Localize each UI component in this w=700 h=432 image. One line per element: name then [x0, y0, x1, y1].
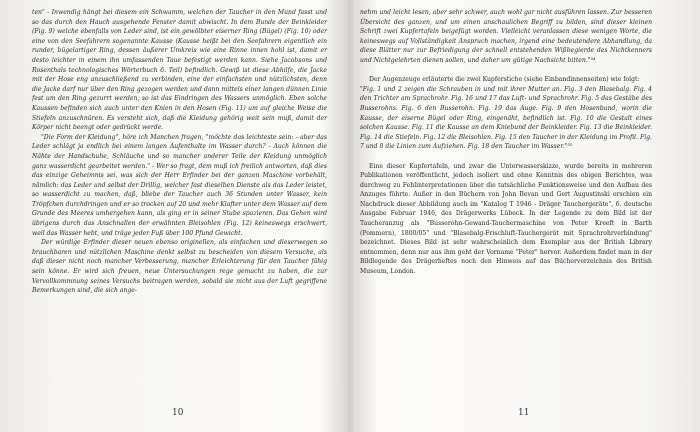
right-paragraph-1: nehm und leicht lesen, aber sehr schwer, auch wohl gar nicht ausführen lassen. Zur besseren Übersicht des ganzen, und um einen anschaulichen Begriff zu bilden, sind dieser kleinen Schrift zwei Kupfertafeln beigefügt worden. Vielleicht veranlassen diese wenigen Worte, die keineswegs auf Vollständigkeit Anspruch machen, irgend eine bedeutendere Abhandlung, da diese Blätter nur zur Befriedigung der schnell entstehenden Wißbegierde des Nichtkenners und Nichtgelehrten dienen sollen, und daher um gütige Nachsicht bitten."³⁴: [360, 9, 652, 64]
right-page-text: [360, 8, 652, 277]
right-paragraph-2: Der Augenzeuge erläuterte die zwei Kupferstiche (siehe Einbandinnenseiten) wie folgt:: [369, 76, 640, 84]
right-paragraph-4: Eine dieser Kupfertafeln, und zwar die Unterwasserskizze, wurde bereits in mehreren Publikationen veröffentlicht, jedoch isoliert und ohne Kenntnis des obigen Berichtes, was durchweg zu Fehlinterpretationen über die tatsächliche Funktionsweise und den Aufbau des Anzuges führte. Außer in den Büchern von John Bevan und Gert Augustinski erschien ein Nachdruck dieser Abbildung auch im "Katalog T 1946 - Dräger Tauchergeräte", 6. deutsche Ausgabe Februar 1946, des Drägerwerks Lübeck. In der Legende zu dem Bild ist der Taucheranzug als "Busserohn-Gewand-Tauchermaschine von Peter Kreeft in Barth (Pommern), 1800/05" und "Blasebalg-Frischluft-Tauchergerät mit Sprachrohrverbindung" bezeichnet. Dieses Bild ist sehr wahrscheinlich dem Exemplar aus der British Library entnommen, denn nur aus ihm geht der Vorname "Peter" hervor. Außerdem findet man in der Bildlegende des Drägerheftes noch den Hinweis auf das Bücherverzeichnis des British Museum, London.: [360, 162, 652, 276]
left-paragraph-3: Der würdige Erfinder dieser neuen ebenso originellen, als einfachen und dieserwegen so brauchbaren und nützlichen Maschine denkt selbst zu bescheiden von diesem Versuche, als daß dieser nicht noch mancher Verbesserung, mancher Erleichterung für den Taucher fähig sein könne. Er wird sich freuen, neue Untersuchungen rege gemacht zu haben, die zur Vervollkommnung seines Versuchs beitragen werden, sobald sie nicht aus der Luft gegriffene Bemerkungen sind, die sich ange-: [32, 239, 327, 295]
left-page-text: [32, 8, 327, 296]
right-paragraph-3: "Fig. 1 und 2 zeigen die Schrauben in und mit ihrer Mutter an. Fig. 3 den Blasebalg. Fig. 4 den Trichter am Sprachrohr. Fig. 16 und 17 das Luft- und Sprachrohr. Fig. 5 das Gestäbe des Busserohns. Fig. 6 den Busserohn. Fig. 19 das Auge. Fig. 9 den Hosenbund, worin die Kausse, der eiserne Bügel oder Ring, eingenäht, befindlich ist. Fig. 10 die Gestalt eines solchen Kausse. Fig. 11 die Kausse an dem Kniebund der Beinkleider. Fig. 13 die Beinkleider. Fig. 14 die Stiefeln. Fig. 12 die Bleisohlen. Fig. 15 den Taucher in der Kleidung im Profil. Fig. 7 und 8 die Linien zum Aufziehen. Fig. 18 den Taucher im Wasser."³⁵: [360, 85, 652, 151]
left-paragraph-1: ten" - Inwendig hängt bei diesem ein Schwamm, welchen der Taucher in den Mund fasst und so das durch den Hauch ausgehende Fenster damit abwischt. In dem Bunde der Beinkleider (Fig. 9) welche ebenfalls von Leder sind, ist ein gewölbter eiserner Ring (Bügel) (Fig. 10) oder eine von den Seefahrern sogenannte Kausse (Kausse heißt bei den Seefahrern eigentlich ein runder, bügelartiger Ring, dessen äußerer Umkreis wie eine Rinne innen hohl ist, damit er desto leichter in einem ihn umfassenden Taue befestigt werden kann. Siehe Jacobsons und Rosenthals technologisches Wörterbuch 6. Teil) befindlich. Gewiß ist diese Abhilfe, die Jacke mit der Hose eng anzuschließend zu verbinden, eine der einfachsten und nützlichsten, denn die Jacke darf nur über den Ring gezogen werden und dann mittels einer langen dünnen Linie fest um den Ring gezurrt werden, so ist das Eindringen des Wassers unmöglich. Eben solche Kaussen befinden sich auch unter den Knien in den Hosen (Fig. 11) um auf gleiche Weise die Stiefeln anzuschnüren. Es versteht sich, daß die Kleidung gehörig weit sein muß, damit der Körper nicht beengt oder gedrückt werde.: [32, 9, 327, 132]
left-paragraph-2: "Die Form der Kleidung", höre ich Manchen fragen, "möchte das leichteste sein: - aber das Leder schlägt ja endlich bei einem langen Aufenthalte im Wasser durch? - Auch können die Nähte der Handschuhe, Schläuche und so mancher anderer Teile der Kleidung unmöglich ganz wasserdicht gearbeitet werden." - Wer so fragt, dem muß ich freilich antworten, daß dies das einzige Geheimnis sei, was sich der Herr Erfinder bei der ganzen Maschine vorbehält, nämlich: das Leder und selbst der Drillig, welcher fast dieselben Dienste als das Leder leistet, so wasserdicht zu machen, daß, bliebe der Taucher auch 36 Stunden unter Wasser, kein Tröpfchen durchdringen und er so trocken auf 20 und mehr Klafter unter dem Wasser auf dem Grunde des Meeres umhergehen kann, als ging er in seiner Stube spazieren. Das Gehen wird übrigens durch das Anschnallen der erwähnten Bleisohlen (Fig. 12) keineswegs erschwert, weil das Wasser hebt, und träge jeder Fuß über 100 Pfund Gewicht.: [32, 133, 327, 237]
left-page-number: 10: [172, 408, 184, 418]
right-page: [350, 0, 700, 432]
right-page-number: 11: [518, 408, 530, 418]
